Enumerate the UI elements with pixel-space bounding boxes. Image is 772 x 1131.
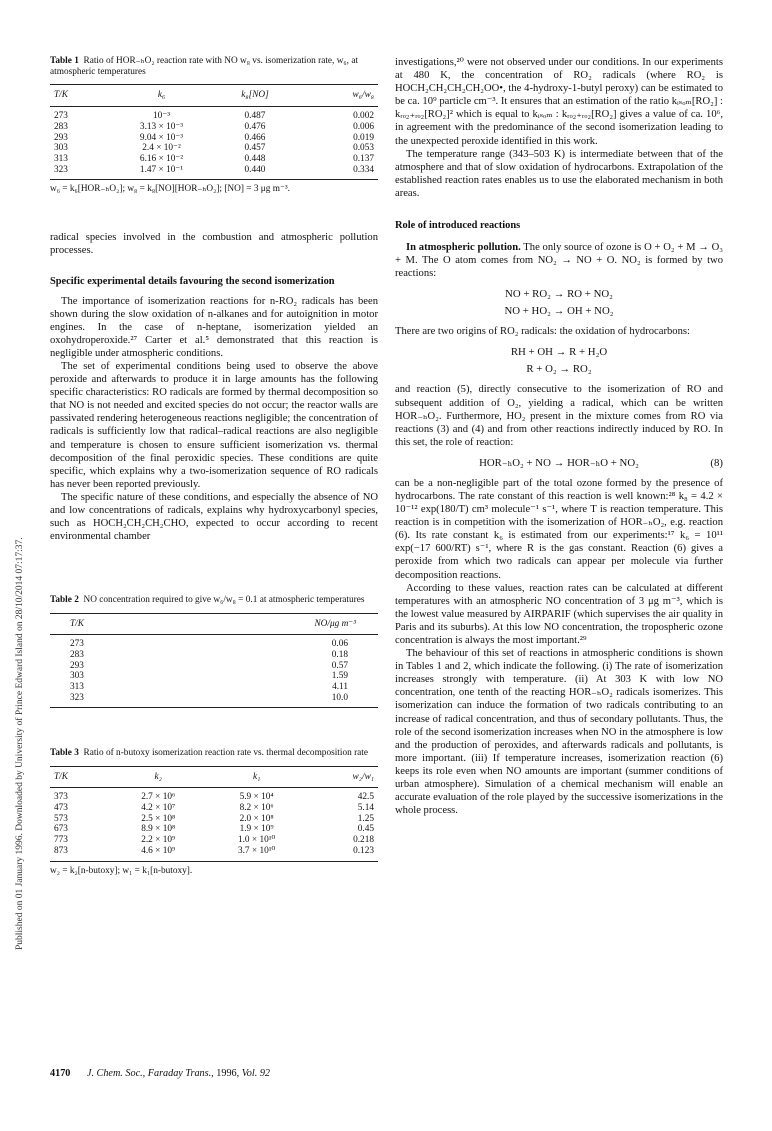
table-cell: 42.5	[357, 792, 374, 803]
table-cell: 1.59	[331, 671, 348, 682]
table-2-label: Table 2	[50, 595, 79, 606]
volume: Vol. 92	[241, 1068, 271, 1079]
numbered-equation	[395, 455, 723, 471]
body-paragraph: There are two origins of RO₂ radicals: the oxidation of hydrocarbons:	[395, 326, 690, 338]
table-cell: 0.053	[353, 143, 374, 154]
table-2-caption	[50, 595, 378, 606]
equation: R + O₂ → RO₂	[526, 363, 592, 376]
table-header-cell: k₁	[207, 766, 305, 788]
table-cell: 0.002	[353, 111, 374, 122]
equation-number: (8)	[710, 456, 723, 469]
table-cell: 373	[54, 792, 68, 803]
table-cell: 303	[70, 671, 84, 682]
table-row	[50, 835, 378, 846]
body-paragraph: and reaction (5), directly consecutive to the isomerization of RO and subsequent addition of O₂, yielding a radical, which can be written HOR₋ₕO₂. Furthermore, HO₂ present in the mixture comes from RO via reactions (3) and (4) and from other reactions indirectly induced by RO. In this set, the role of reaction:	[395, 384, 723, 448]
table-row	[50, 803, 378, 814]
table-cell: 303	[54, 143, 68, 154]
body-paragraph: investigations,²⁰ were not observed under our conditions. In our experiments at 480 K, the concentration of RO₂ radicals (where RO₂ is HOCH₂CH₂CH₂CH₂OO•, the 4-hydroxy-1-butyl peroxy) can be estimated to be ca. 10⁹ particle cm⁻³. It ensures that an estimation of the ratio kᵢₛₒₘ[RO₂] : kᵣₒ₂₊ᵣₒ₂[RO₂]² which is equal to kᵢₛₒₘ : kᵣₒ₂₊ᵣₒ₂[RO₂] gives a value of ca. 10⁶, in agreement with the predominance of the second isomerization leading to the unexpected peroxide identified in this work.	[395, 57, 723, 147]
body-paragraph: The specific nature of these conditions, and especially the absence of NO and low concentrations of radicals, explains why hydroxycarbonyl species, such as HOCH₂CH₂CH₂CHO, expected to occur according to recent environmental chamber	[50, 491, 378, 543]
table-row	[50, 824, 378, 835]
table-1-label: Table 1	[50, 56, 79, 66]
table-cell: 2.5 × 10⁸	[141, 813, 176, 824]
table-cell: 323	[50, 693, 168, 708]
table-cell: 5.14	[357, 803, 374, 814]
table-2-grid	[50, 613, 378, 709]
equation: NO + HO₂ → OH + NO₂	[504, 305, 614, 318]
table-row	[50, 165, 378, 180]
body-paragraph: radical species involved in the combustion and atmospheric pollution processes.	[50, 232, 378, 257]
table-cell: 0.440	[214, 165, 296, 180]
table-cell: 2.7 × 10⁶	[141, 792, 176, 803]
table-cell: 293	[54, 132, 68, 143]
table-cell: 4.6 × 10⁹	[109, 846, 207, 861]
table-cell: 3.7 × 10¹⁰	[207, 846, 305, 861]
table-header-cell: T/K	[50, 613, 168, 635]
table-cell: 313	[54, 153, 68, 164]
table-cell: 0.457	[244, 143, 266, 154]
table-cell: 273	[54, 111, 68, 122]
table-header-cell: w₆/w₈	[296, 85, 378, 107]
equation: NO + RO₂ → RO + NO₂	[505, 288, 613, 301]
table-header-cell: NO/μg m⁻³	[168, 613, 378, 635]
table-cell: 8.2 × 10⁶	[239, 803, 274, 814]
table-cell: 8.9 × 10⁸	[141, 824, 176, 835]
table-cell: 0.476	[244, 121, 266, 132]
table-cell: 0.006	[353, 121, 374, 132]
table-cell: 283	[70, 649, 84, 660]
section-heading: Role of introduced reactions	[395, 220, 521, 232]
table-3-caption-text: Ratio of n-butoxy isomerization reaction rate vs. thermal decomposition rate	[83, 748, 369, 759]
table-cell: 10⁻³	[153, 111, 170, 122]
page-footer	[50, 1068, 270, 1079]
table-1	[50, 56, 378, 195]
table-cell: 673	[54, 824, 68, 835]
sub-heading: In atmospheric pollution.	[406, 242, 521, 254]
table-cell: 0.137	[353, 153, 374, 164]
publication-year: 1996,	[216, 1068, 240, 1079]
table-cell: 1.0 × 10¹⁰	[237, 835, 276, 846]
table-cell: 0.019	[353, 132, 374, 143]
table-cell: 5.9 × 10⁴	[239, 792, 274, 803]
table-cell: 0.123	[306, 846, 378, 861]
table-3-footnote: w₂ = k₂[n-butoxy]; w₁ = k₁[n-butoxy].	[50, 865, 193, 876]
table-cell: 573	[54, 813, 68, 824]
table-row	[50, 122, 378, 133]
equation: RH + OH → R + H₂O	[510, 346, 608, 359]
table-cell: 1.47 × 10⁻¹	[109, 165, 214, 180]
table-header-cell: w₂/w₁	[306, 766, 378, 788]
journal-name: J. Chem. Soc., Faraday Trans.,	[86, 1068, 214, 1079]
download-notice-text: Published on 01 January 1996. Downloaded by University of Prince Edward Island on 28/10/2014 07:17:37.	[15, 537, 25, 950]
table-1-caption	[50, 56, 378, 78]
body-text: The only source of ozone is O + O₂ + M → O₃ + M. The O atom comes from NO₂ → NO + O. NO₂ is formed by two reactions:	[395, 242, 723, 280]
right-column	[395, 56, 723, 817]
equation: HOR₋ₕO₂ + NO → HOR₋ₕO + NO₂	[479, 456, 639, 469]
table-header-cell: T/K	[50, 766, 109, 788]
table-cell: 0.487	[244, 111, 266, 122]
table-cell: 2.4 × 10⁻²	[142, 143, 181, 154]
table-header-cell: k₂	[109, 766, 207, 788]
left-column	[50, 56, 378, 877]
table-3-caption	[50, 748, 378, 759]
table-2-caption-text: NO concentration required to give w₆/w₈ = 0.1 at atmospheric temperatures	[83, 595, 365, 606]
table-header-cell: k₆	[109, 85, 214, 107]
table-cell: 1.25	[357, 813, 374, 824]
table-cell: 273	[70, 639, 84, 650]
table-row	[50, 671, 378, 682]
table-row	[50, 143, 378, 154]
table-3-grid	[50, 766, 378, 862]
body-paragraph: The set of experimental conditions being used to observe the above peroxide and afterwards to produce it in large amounts has the following specific characteristics: RO radicals are formed by thermal decomposition so that NO is not needed and excited species do not occur; the reactor walls are passivated rendering heterogeneous reactions negligible; the concentration of radicals is sufficiently low that radical–radical reactions are also negligible and temperature is chosen to ensure sufficient isomerization vs. thermal decomposition of the final peroxidic species. These conditions are quite specific, which explains why a two-isomerization sequence of RO radicals has never been reported previously.	[50, 360, 378, 490]
table-cell: 293	[70, 660, 84, 671]
table-cell: 0.45	[357, 824, 374, 835]
table-cell: 2.0 × 10⁸	[239, 813, 274, 824]
body-paragraph	[395, 241, 723, 280]
table-1-caption-text: Ratio of HOR₋ₕO₂ reaction rate with NO w₈ vs. isomerization rate, w₆, at atmospheric temperatures	[50, 56, 359, 78]
table-cell: 0.334	[296, 165, 378, 180]
table-row	[50, 788, 378, 803]
table-2	[50, 595, 378, 708]
table-cell: 4.11	[332, 682, 348, 693]
section-heading: Specific experimental details favouring the second isomerization	[50, 275, 335, 287]
table-cell: 0.57	[331, 660, 348, 671]
download-side-note	[3, 60, 25, 960]
table-header-cell: k₈[NO]	[214, 85, 296, 107]
body-paragraph: The importance of isomerization reactions for n-RO₂ radicals has been shown during the slow oxidation of n-alkanes and for autoignition in motor engines. In the case of n-heptane, isomerization yielded an oxohydroperoxide.²⁷ Carter et al.⁵ demonstrated that this reaction is negligible under atmospheric conditions.	[50, 295, 378, 359]
table-row	[50, 107, 378, 122]
table-cell: 313	[70, 682, 84, 693]
table-cell: 1.9 × 10⁹	[239, 824, 274, 835]
table-cell: 0.06	[331, 639, 348, 650]
table-cell: 0.18	[331, 649, 348, 660]
table-row	[50, 846, 378, 861]
table-row	[50, 650, 378, 661]
body-paragraph: The temperature range (343–503 K) is intermediate between that of the atmosphere and that of slow oxidation of hydrocarbons. Extrapolation of the established reaction rates enables us to use the elaborated mechanism in both areas.	[395, 148, 723, 199]
table-row	[50, 682, 378, 693]
table-row	[50, 133, 378, 144]
table-3-label: Table 3	[50, 748, 79, 759]
table-cell: 2.2 × 10⁹	[141, 835, 176, 846]
table-cell: 0.448	[244, 153, 266, 164]
table-cell: 773	[54, 835, 68, 846]
table-cell: 0.218	[353, 835, 374, 846]
table-row	[50, 635, 378, 650]
table-row	[50, 661, 378, 672]
table-header-cell: T/K	[50, 85, 109, 107]
body-paragraph: can be a non-negligible part of the total ozone formed by the presence of hydrocarbons. The rate constant of this reaction is well known:²⁸ k₈ = 4.2 × 10⁻¹² exp(180/T) cm³ molecule⁻¹ s⁻¹, where T is reaction temperature. This reaction is in competition with the isomerization of HOR₋ₕO₂, e.g. reaction (6). Its rate constant k₆ is estimated from our experiments:¹⁷ k₆ = 10¹¹ exp(−17 600/RT) s⁻¹, where R is the gas constant. Reaction (6) gives a peroxide from which two radicals can appear per molecule via further decomposition reactions.	[395, 477, 723, 581]
table-cell: 323	[50, 165, 109, 180]
table-cell: 473	[54, 803, 68, 814]
page-number: 4170	[50, 1068, 71, 1079]
body-paragraph: According to these values, reaction rates can be calculated at different temperatures with an atmospheric NO concentration of 3 μg m⁻³, which is the lowest value measured by AIRPARIF (which supervises the air quality in Paris and its suburbs). At this low NO concentration, the tropospheric ozone concentration is always the most important.²⁹	[395, 582, 723, 646]
table-cell: 9.04 × 10⁻³	[139, 132, 184, 143]
table-row	[50, 154, 378, 165]
table-1-grid	[50, 84, 378, 180]
table-cell: 4.2 × 10⁷	[141, 803, 176, 814]
table-cell: 10.0	[168, 693, 378, 708]
table-cell: 0.466	[244, 132, 266, 143]
table-1-footnote: w₆ = k₆[HOR₋ₕO₂]; w₈ = k₈[NO][HOR₋ₕO₂]; [NO] = 3 μg m⁻³.	[50, 184, 291, 195]
body-paragraph: The behaviour of this set of reactions in atmospheric conditions is shown in Tables 1 and 2, which indicate the following. (i) The rate of isomerization increases strongly with temperature. (ii) At 303 K with low NO concentration, one tenth of the reacting HOR₋ₕO₂ radicals isomerizes. This isomerization can induce the formation of two radicals contributing to an increase of radical concentration, and thus of secondary pollutants. Thus, the role of the second isomerization increases when NO in the atmosphere is low and the production of peroxides, and afterwards radicals and pollutants, is more important. (iii) If temperature increases, isomerization reaction (6) keeps its role even when NO amounts are important (summer conditions of urban atmosphere). Simulation of a chemical mechanism will enable an accurate evaluation of the role played by the successive isomerizations in the whole process.	[395, 648, 723, 817]
table-3	[50, 748, 378, 876]
table-cell: 3.13 × 10⁻³	[139, 121, 184, 132]
table-cell: 873	[50, 846, 109, 861]
table-cell: 283	[54, 121, 68, 132]
table-row	[50, 814, 378, 825]
table-cell: 6.16 × 10⁻²	[139, 153, 184, 164]
table-row	[50, 693, 378, 708]
